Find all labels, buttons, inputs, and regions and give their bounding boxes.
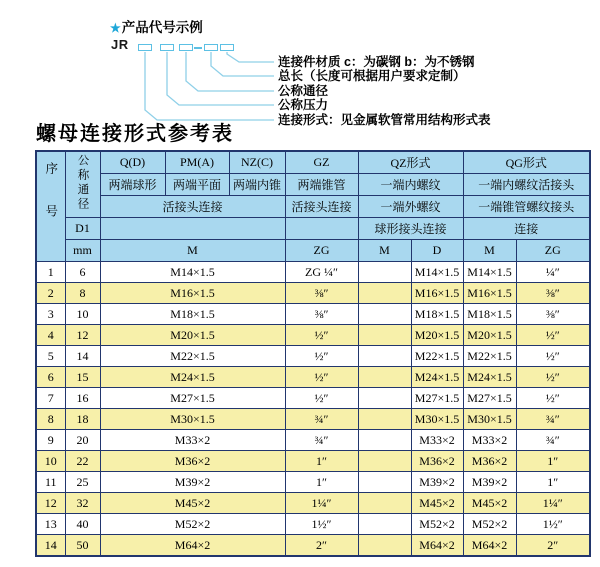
cell-dn-mm: 14: [65, 346, 100, 367]
cell-gz-zg: 1¼″: [285, 493, 358, 514]
header-nz-desc: 两端内锥: [229, 174, 285, 196]
cell-gz-zg: ½″: [285, 367, 358, 388]
header-qz-m-unit: M: [358, 240, 411, 262]
cell-qz-m: [358, 367, 411, 388]
cell-gz-zg: ¾″: [285, 409, 358, 430]
cell-seq: 2: [36, 283, 65, 304]
cell-m-thread: M45×2: [100, 493, 285, 514]
cell-m-thread: M30×1.5: [100, 409, 285, 430]
cell-seq: 9: [36, 430, 65, 451]
cell-qg-m: M22×1.5: [463, 346, 516, 367]
cell-qz-m: [358, 493, 411, 514]
header-qz-code: QZ形式: [358, 151, 463, 174]
cell-m-thread: M27×1.5: [100, 388, 285, 409]
table-row: [36, 283, 590, 304]
cell-seq: 7: [36, 388, 65, 409]
header-qg-row3: 一端锥管螺纹接头: [463, 196, 590, 218]
table-row: [36, 304, 590, 325]
cell-qz-d: M22×1.5: [411, 346, 463, 367]
cell-m-thread: M22×1.5: [100, 346, 285, 367]
cell-qg-m: M27×1.5: [463, 388, 516, 409]
cell-qg-zg: ¼″: [516, 262, 590, 283]
cell-seq: 11: [36, 472, 65, 493]
callout-label-diameter: 公称通径: [278, 84, 329, 98]
cell-seq: 4: [36, 325, 65, 346]
header-gz-join: 活接头连接: [285, 196, 358, 218]
header-qz-d-unit: D: [411, 240, 463, 262]
cell-qz-m: [358, 535, 411, 557]
cell-qg-m: M33×2: [463, 430, 516, 451]
cell-seq: 13: [36, 514, 65, 535]
cell-qz-m: [358, 346, 411, 367]
cell-qg-m: M20×1.5: [463, 325, 516, 346]
cell-seq: 1: [36, 262, 65, 283]
cell-qz-m: [358, 514, 411, 535]
cell-qz-d: M45×2: [411, 493, 463, 514]
header-gz-unit: ZG: [285, 240, 358, 262]
header-blank-gz: [285, 218, 358, 240]
cell-qg-m: M16×1.5: [463, 283, 516, 304]
star-icon: ★: [110, 21, 121, 35]
cell-qz-m: [358, 388, 411, 409]
cell-gz-zg: ½″: [285, 325, 358, 346]
cell-m-thread: M18×1.5: [100, 304, 285, 325]
header-mm: mm: [65, 240, 100, 262]
table-row: [36, 514, 590, 535]
cell-dn-mm: 22: [65, 451, 100, 472]
cell-qg-zg: 1″: [516, 472, 590, 493]
cell-qz-m: [358, 283, 411, 304]
header-pm-desc: 两端平面: [165, 174, 229, 196]
cell-qg-zg: ½″: [516, 346, 590, 367]
cell-dn-mm: 6: [65, 262, 100, 283]
cell-gz-zg: 1″: [285, 451, 358, 472]
cell-qg-zg: 1¼″: [516, 493, 590, 514]
cell-m-thread: M36×2: [100, 451, 285, 472]
cell-qz-d: M14×1.5: [411, 262, 463, 283]
cell-m-thread: M14×1.5: [100, 262, 285, 283]
cell-qg-m: M14×1.5: [463, 262, 516, 283]
header-nz-code: NZ(C): [229, 151, 285, 174]
header-m-unit: M: [100, 240, 285, 262]
header-nominal-diameter: 公称通径: [65, 151, 100, 218]
cell-dn-mm: 32: [65, 493, 100, 514]
cell-qg-zg: 1½″: [516, 514, 590, 535]
header-pm-code: PM(A): [165, 151, 229, 174]
table-row: [36, 367, 590, 388]
cell-qg-m: M24×1.5: [463, 367, 516, 388]
header-union-join: 活接头连接: [100, 196, 285, 218]
cell-dn-mm: 18: [65, 409, 100, 430]
diagram-caption-text: 产品代号示例: [121, 20, 203, 35]
cell-seq: 6: [36, 367, 65, 388]
header-qz-row4: 球形接头连接: [358, 218, 463, 240]
cell-gz-zg: 2″: [285, 535, 358, 557]
cell-gz-zg: ZG ¼″: [285, 262, 358, 283]
table-row: [36, 493, 590, 514]
table-row: [36, 388, 590, 409]
header-qg-code: QG形式: [463, 151, 590, 174]
cell-qz-d: M64×2: [411, 535, 463, 557]
table-row: [36, 472, 590, 493]
cell-qg-zg: ½″: [516, 367, 590, 388]
header-d1: D1: [65, 218, 100, 240]
cell-qz-m: [358, 409, 411, 430]
table-row: [36, 430, 590, 451]
cell-dn-mm: 12: [65, 325, 100, 346]
cell-qz-d: M36×2: [411, 451, 463, 472]
cell-qz-m: [358, 430, 411, 451]
cell-dn-mm: 10: [65, 304, 100, 325]
header-qg-desc: 一端内螺纹活接头: [463, 174, 590, 196]
cell-qg-zg: 2″: [516, 535, 590, 557]
cell-seq: 8: [36, 409, 65, 430]
cell-dn-mm: 8: [65, 283, 100, 304]
page-title: 螺母连接形式参考表: [36, 123, 234, 145]
cell-seq: 10: [36, 451, 65, 472]
header-blank-union: [100, 218, 285, 240]
cell-dn-mm: 50: [65, 535, 100, 557]
cell-qg-zg: ½″: [516, 388, 590, 409]
cell-qg-zg: ½″: [516, 325, 590, 346]
cell-qg-zg: ⅜″: [516, 283, 590, 304]
table-row: [36, 346, 590, 367]
cell-qz-m: [358, 304, 411, 325]
cell-qg-m: M30×1.5: [463, 409, 516, 430]
cell-qz-d: M52×2: [411, 514, 463, 535]
table-row: [36, 262, 590, 283]
cell-qg-m: M36×2: [463, 451, 516, 472]
header-qz-desc: 一端内螺纹: [358, 174, 463, 196]
cell-seq: 12: [36, 493, 65, 514]
table-row: [36, 451, 590, 472]
table-header: [36, 151, 590, 262]
callout-label-length: 总长（长度可根据用户要求定制）: [278, 69, 466, 83]
cell-qg-zg: ⅜″: [516, 304, 590, 325]
cell-gz-zg: 1½″: [285, 514, 358, 535]
cell-qg-m: M64×2: [463, 535, 516, 557]
callout-label-pressure: 公称压力: [278, 98, 329, 112]
cell-m-thread: M52×2: [100, 514, 285, 535]
cell-dn-mm: 25: [65, 472, 100, 493]
cell-m-thread: M39×2: [100, 472, 285, 493]
cell-dn-mm: 20: [65, 430, 100, 451]
cell-qg-m: M18×1.5: [463, 304, 516, 325]
cell-qz-d: M30×1.5: [411, 409, 463, 430]
callout-label-connection: 连接形式：见金属软管常用结构形式表: [278, 113, 491, 127]
cell-qz-d: M33×2: [411, 430, 463, 451]
cell-qz-m: [358, 451, 411, 472]
cell-m-thread: M64×2: [100, 535, 285, 557]
table-row: [36, 325, 590, 346]
cell-gz-zg: ¾″: [285, 430, 358, 451]
cell-dn-mm: 15: [65, 367, 100, 388]
cell-qz-d: M24×1.5: [411, 367, 463, 388]
cell-m-thread: M33×2: [100, 430, 285, 451]
cell-gz-zg: 1″: [285, 472, 358, 493]
nut-connection-table: [35, 150, 591, 557]
cell-qz-m: [358, 472, 411, 493]
cell-dn-mm: 40: [65, 514, 100, 535]
cell-qg-zg: 1″: [516, 451, 590, 472]
product-code-prefix: JR: [111, 37, 129, 52]
cell-qg-zg: ¾″: [516, 430, 590, 451]
cell-qz-d: M16×1.5: [411, 283, 463, 304]
cell-m-thread: M24×1.5: [100, 367, 285, 388]
cell-seq: 5: [36, 346, 65, 367]
cell-gz-zg: ½″: [285, 346, 358, 367]
cell-dn-mm: 16: [65, 388, 100, 409]
cell-qz-d: M20×1.5: [411, 325, 463, 346]
cell-m-thread: M16×1.5: [100, 283, 285, 304]
cell-qz-d: M18×1.5: [411, 304, 463, 325]
header-qg-m-unit: M: [463, 240, 516, 262]
table-row: [36, 409, 590, 430]
header-qz-row3: 一端外螺纹: [358, 196, 463, 218]
header-qg-zg-unit: ZG: [516, 240, 590, 262]
cell-qz-d: M39×2: [411, 472, 463, 493]
cell-seq: 3: [36, 304, 65, 325]
header-gz-code: GZ: [285, 151, 358, 174]
cell-gz-zg: ⅜″: [285, 304, 358, 325]
cell-qg-m: M45×2: [463, 493, 516, 514]
header-qg-row4: 连接: [463, 218, 590, 240]
cell-qz-m: [358, 262, 411, 283]
cell-gz-zg: ⅜″: [285, 283, 358, 304]
header-seq: 序号: [36, 151, 65, 262]
cell-seq: 14: [36, 535, 65, 557]
cell-gz-zg: ½″: [285, 388, 358, 409]
cell-qg-m: M39×2: [463, 472, 516, 493]
header-q-desc: 两端球形: [100, 174, 165, 196]
cell-qz-d: M27×1.5: [411, 388, 463, 409]
cell-qz-m: [358, 325, 411, 346]
callout-label-material: 连接件材质 c：为碳钢 b：为不锈钢: [278, 55, 475, 69]
cell-qg-m: M52×2: [463, 514, 516, 535]
cell-m-thread: M20×1.5: [100, 325, 285, 346]
table-row: [36, 535, 590, 557]
cell-qg-zg: ¾″: [516, 409, 590, 430]
table-body: [36, 262, 590, 557]
header-gz-desc: 两端锥管: [285, 174, 358, 196]
header-q-code: Q(D): [100, 151, 165, 174]
